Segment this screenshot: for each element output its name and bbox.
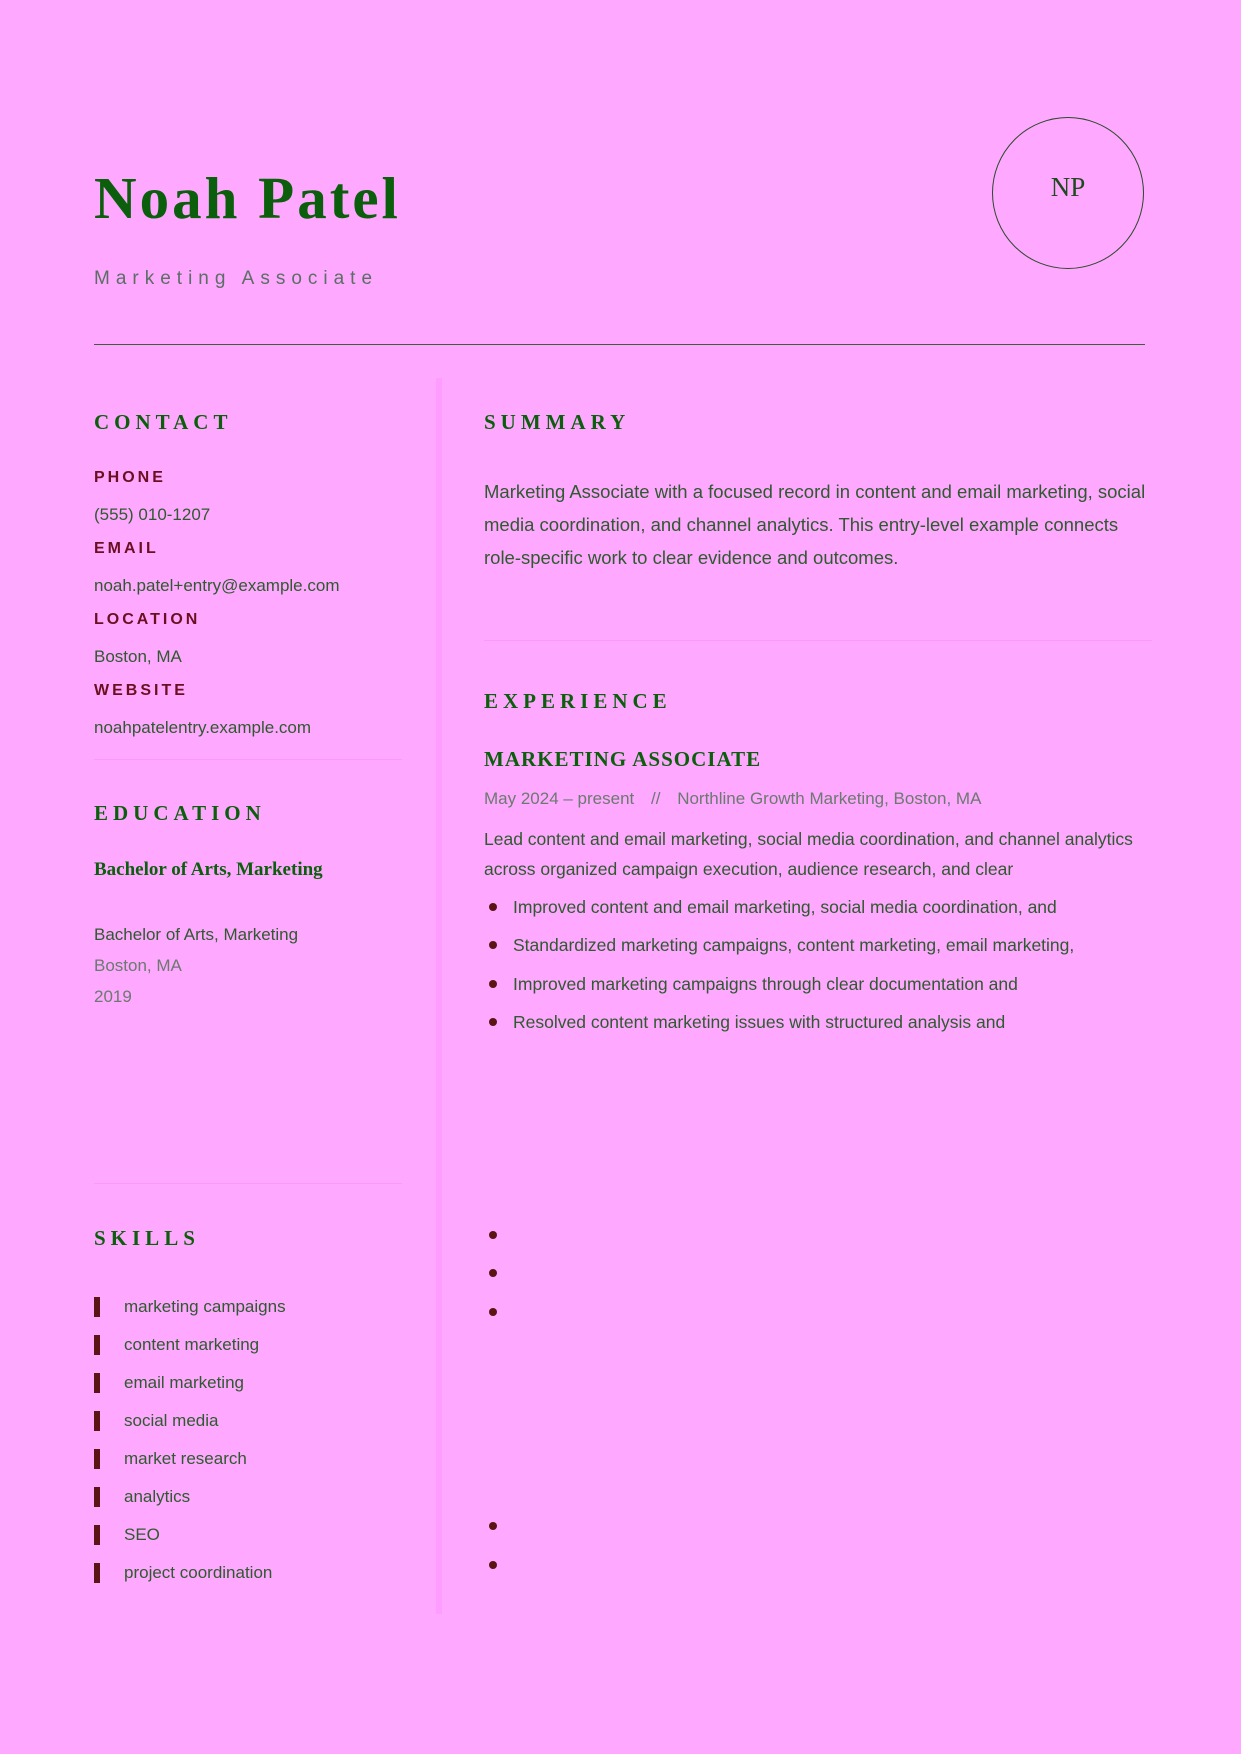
- skill-item: [94, 1326, 286, 1364]
- website-value[interactable]: noahpatelentry.example.com: [94, 718, 312, 737]
- bullet-dot: [489, 980, 497, 988]
- experience-bullet: [484, 1009, 1144, 1035]
- bullet-text: Improved content and email marketing, social media coordination, and: [513, 897, 1057, 917]
- skill-marker: [94, 1525, 100, 1545]
- experience-bullet: [484, 971, 1144, 997]
- experience-heading: EXPERIENCE: [484, 689, 672, 713]
- skill-marker: [94, 1411, 100, 1431]
- header-divider: [94, 344, 1145, 345]
- skill-marker: [94, 1449, 100, 1469]
- experience-bullet: [484, 894, 1144, 920]
- job-dates: May 2024 – present: [484, 789, 635, 808]
- skill-label: marketing campaigns: [124, 1297, 286, 1316]
- bullet-dot: [489, 1018, 497, 1026]
- skill-item: [94, 1554, 286, 1592]
- skill-marker: [94, 1297, 100, 1317]
- empty-bullet-dot: [489, 1231, 497, 1239]
- skill-label: social media: [124, 1411, 219, 1430]
- bullet-dot: [489, 903, 497, 911]
- skill-marker: [94, 1335, 100, 1355]
- contact-divider: [94, 759, 402, 760]
- skills-heading: SKILLS: [94, 1226, 200, 1250]
- experience-bullet: [484, 932, 1144, 958]
- contact-heading: CONTACT: [94, 410, 233, 434]
- skill-label: content marketing: [124, 1335, 260, 1354]
- degree-name: Bachelor of Arts, Marketing: [94, 925, 299, 944]
- monogram-badge: [992, 117, 1144, 269]
- bullet-dot: [489, 941, 497, 949]
- candidate-name: Noah Patel: [94, 165, 401, 231]
- job-role-subtitle: Marketing Associate: [94, 268, 379, 289]
- skill-item: [94, 1516, 286, 1554]
- meta-separator: //: [651, 789, 661, 808]
- phone-value[interactable]: (555) 010-1207: [94, 505, 211, 524]
- education-heading: EDUCATION: [94, 801, 266, 825]
- email-label: EMAIL: [94, 540, 159, 557]
- summary-divider: [484, 640, 1152, 641]
- empty-bullet-dot: [489, 1308, 497, 1316]
- empty-bullet-dot: [489, 1522, 497, 1530]
- skill-item: [94, 1364, 286, 1402]
- empty-bullet-dot: [489, 1561, 497, 1569]
- website-label: WEBSITE: [94, 682, 188, 699]
- education-location: Boston, MA: [94, 956, 182, 975]
- education-divider: [94, 1183, 402, 1184]
- job-description: Lead content and email marketing, social media coordination, and channel analytics across organized campaign execution, audience research, and clear: [484, 829, 1133, 879]
- monogram-initials: NP: [1050, 171, 1086, 202]
- bullet-text: Standardized marketing campaigns, content marketing, email marketing,: [513, 935, 1075, 955]
- phone-label: PHONE: [94, 469, 166, 486]
- column-divider: [436, 378, 442, 1614]
- skill-label: market research: [124, 1449, 247, 1468]
- graduation-year: 2019: [94, 987, 132, 1006]
- empty-bullet-dot: [489, 1269, 497, 1277]
- skill-marker: [94, 1487, 100, 1507]
- skill-label: analytics: [124, 1487, 191, 1506]
- bullet-text: Resolved content marketing issues with structured analysis and: [513, 1012, 1006, 1032]
- job-meta: [484, 789, 981, 809]
- skills-list: [94, 1288, 286, 1592]
- location-label: LOCATION: [94, 611, 201, 628]
- summary-heading: SUMMARY: [484, 410, 631, 434]
- skill-item: [94, 1288, 286, 1326]
- location-value: Boston, MA: [94, 647, 182, 666]
- skill-item: [94, 1440, 286, 1478]
- skill-label: email marketing: [124, 1373, 244, 1392]
- skill-item: [94, 1478, 286, 1516]
- skill-marker: [94, 1373, 100, 1393]
- skill-marker: [94, 1563, 100, 1583]
- degree-heading: Bachelor of Arts, Marketing: [94, 859, 323, 880]
- job-company: Northline Growth Marketing, Boston, MA: [677, 789, 982, 808]
- skill-label: SEO: [124, 1525, 160, 1544]
- skill-item: [94, 1402, 286, 1440]
- email-value[interactable]: noah.patel+entry@example.com: [94, 576, 340, 595]
- summary-text: Marketing Associate with a focused record in content and email marketing, social media coordination, and channel analytics. This entry-level example connects role-specific work to clear evidence and outcomes.: [484, 481, 1146, 568]
- job-title: MARKETING ASSOCIATE: [484, 747, 762, 771]
- skill-label: project coordination: [124, 1563, 273, 1582]
- bullet-text: Improved marketing campaigns through clear documentation and: [513, 974, 1018, 994]
